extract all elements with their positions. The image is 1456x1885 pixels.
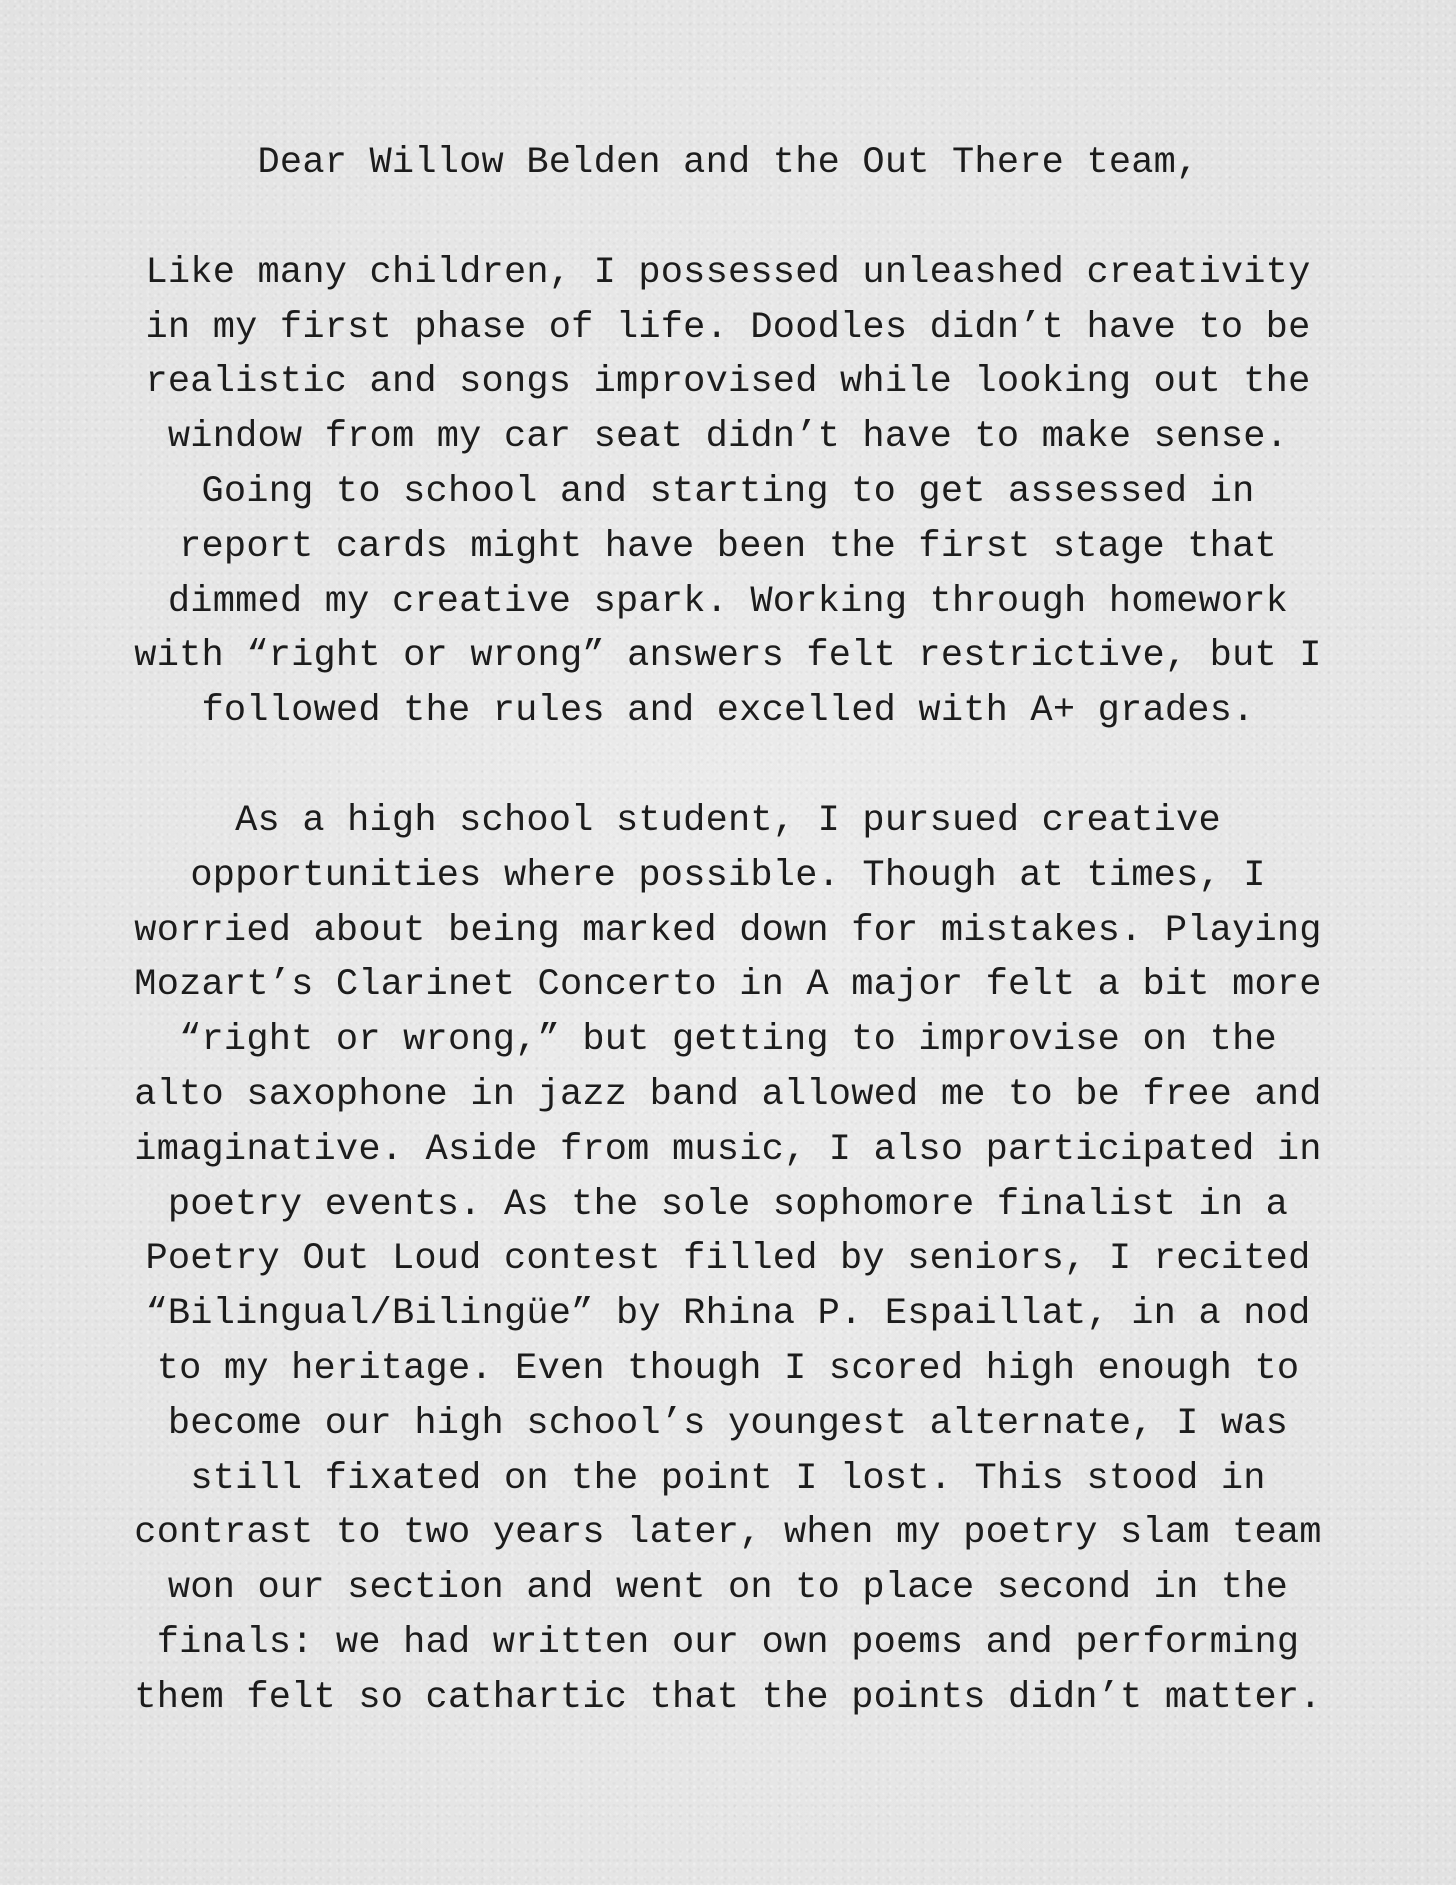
text-line: alto saxophone in jazz band allowed me to be free and (134, 1073, 1322, 1116)
text-line: contrast to two years later, when my poetry slam team (134, 1512, 1322, 1555)
text-line: in my first phase of life. Doodles didn’t have to be (145, 306, 1311, 349)
letter-body (60, 136, 1396, 1726)
salutation: Dear Willow Belden and the Out There team, (257, 142, 1199, 184)
text-line: worried about being marked down for mistakes. Playing (134, 909, 1322, 952)
text-line: Poetry Out Loud contest filled by seniors, I recited (145, 1238, 1311, 1281)
text-line: followed the rules and excelled with A+ grades. (201, 690, 1255, 733)
text-line: realistic and songs improvised while looking out the (145, 361, 1311, 404)
text-line: them felt so cathartic that the points didn’t matter. (134, 1676, 1322, 1719)
text-line: window from my car seat didn’t have to make sense. (167, 416, 1289, 459)
text-line: Going to school and starting to get assessed in (201, 470, 1255, 513)
text-line: “right or wrong,” but getting to improvise on the (179, 1019, 1277, 1062)
text-line: opportunities where possible. Though at times, I (190, 854, 1266, 897)
text-line: imaginative. Aside from music, I also participated in (134, 1128, 1322, 1171)
text-line: Mozart’s Clarinet Concerto in A major felt a bit more (134, 964, 1322, 1007)
text-line: poetry events. As the sole sophomore finalist in a (167, 1183, 1289, 1226)
text-line: dimmed my creative spark. Working through homework (167, 580, 1289, 623)
text-line: won our section and went on to place second in the (167, 1567, 1289, 1610)
text-line: finals: we had written our own poems and performing (156, 1621, 1300, 1664)
text-line: report cards might have been the first stage that (179, 525, 1277, 568)
text-line: still fixated on the point I lost. This stood in (190, 1457, 1266, 1500)
text-line: become our high school’s youngest alternate, I was (167, 1402, 1289, 1445)
paragraph-1 (60, 246, 1396, 739)
text-line: Like many children, I possessed unleashed creativity (145, 251, 1311, 294)
text-line: “Bilingual/Bilingüe” by Rhina P. Espaillat, in a nod (145, 1293, 1311, 1336)
text-line: As a high school student, I pursued creative (235, 799, 1221, 842)
text-line: with “right or wrong” answers felt restrictive, but I (134, 635, 1322, 678)
paragraph-2 (60, 794, 1396, 1726)
text-line: to my heritage. Even though I scored high enough to (156, 1347, 1300, 1390)
